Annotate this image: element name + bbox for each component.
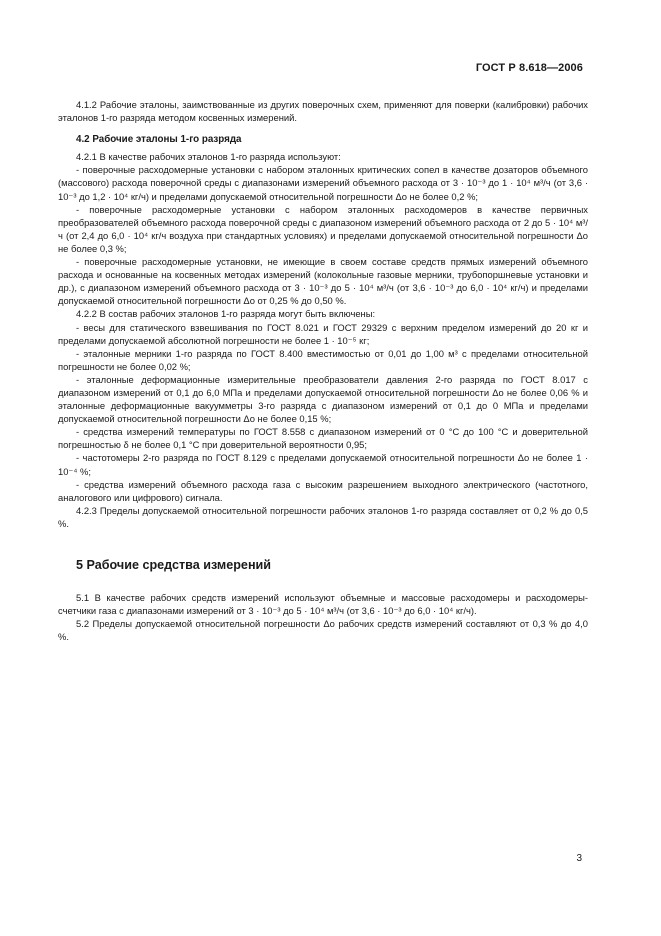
list-item: - весы для статического взвешивания по ГОСТ 8.021 и ГОСТ 29329 с верхним пределом измерений до 20 кг и пределами допускаемой абсолютной погрешности не более 1 · 10⁻⁵ кг;	[58, 321, 588, 346]
list-item: - поверочные расходомерные установки с набором эталонных критических сопел в качестве дозаторов объемного (массового) расхода поверочной среды с диапазонами измерений объемного расхода от 3 · 10⁻³ до 1 · 10⁴ м³/ч (от 3,6 · 10⁻³ до 1,2 · 10⁴ кг/ч) и пределами допускаемой относительной погрешности Δо не более 0,2 %;	[58, 164, 588, 202]
paragraph: 4.2.2 В состав рабочих эталонов 1-го разряда могут быть включены:	[76, 308, 376, 320]
document-body	[58, 98, 588, 643]
list-item: - частотомеры 2-го разряда по ГОСТ 8.129 с пределами допускаемой относительной погрешности Δо не более 1 · 10⁻⁴ %;	[58, 452, 588, 477]
page-number: 3	[576, 853, 582, 864]
list-item: - поверочные расходомерные установки, не имеющие в своем составе средств прямых измерений объемного расхода и основанные на косвенных методах измерений (колокольные газовые мерники, трубопоршневые установки и др.), с диапазоном измерений объемного расхода от 3 · 10⁻³ до 5 · 10⁴ м³/ч (от 3,6 · 10⁻³ до 6,0 · 10⁴ кг/ч) и пределами допускаемой относительной погрешности Δо от 0,25 % до 0,50 %.	[58, 256, 588, 307]
paragraph: 5.2 Пределы допускаемой относительной погрешности Δо рабочих средств измерений составляют от 0,3 % до 4,0 %.	[58, 618, 588, 643]
list-item: - средства измерений объемного расхода газа с высоким разрешением выходного электрического (частотного, аналогового или цифрового) сигнала.	[58, 478, 588, 503]
list-item: - средства измерений температуры по ГОСТ 8.558 с диапазоном измерений от 0 °С до 100 °С и доверительной погрешностью δ не более 0,1 °С при доверительной вероятности 0,95;	[58, 426, 588, 451]
list-item: - эталонные деформационные измерительные преобразователи давления 2-го разряда по ГОСТ 8.017 с диапазоном измерений от 0,1 до 6,0 МПа и пределами допускаемой относительной погрешности Δо не более 0,06 % и эталонные деформационные вакуумметры 3-го разряда с диапазоном измерений от 0,1 до 0 МПа и пределами допускаемой относительной погрешности Δо не более 0,15 %;	[58, 373, 588, 425]
section-5-heading: 5 Рабочие средства измерений	[76, 558, 272, 572]
paragraph-4-1-2: 4.1.2 Рабочие эталоны, заимствованные из других поверочных схем, применяют для поверки (калибровки) рабочих эталонов 1-го разряда методом косвенных измерений.	[58, 99, 588, 124]
paragraph: 4.2.1 В качестве рабочих эталонов 1-го разряда используют:	[76, 151, 341, 163]
paragraph: 5.1 В качестве рабочих средств измерений используют объемные и массовые расходомеры и расходомеры-счетчики газа с диапазонами измерений от 3 · 10⁻³ до 5 · 10⁴ м³/ч (от 3,6 · 10⁻³ до 6,0 · 10⁴ кг/ч).	[58, 592, 588, 617]
section-4-2-heading: 4.2 Рабочие эталоны 1-го разряда	[76, 134, 242, 146]
list-item: - поверочные расходомерные установки с набором эталонных расходомеров в качестве первичных преобразователей объемного расхода поверочной среды с диапазоном измерений объемного расхода от 2 до 5 · 10⁴ м³/ч (от 2,4 до 6,0 · 10⁴ кг/ч воздуха при стандартных условиях) и пределами допускаемой относительной погрешности Δо не более 0,3 %;	[58, 203, 588, 254]
paragraph: 4.2.3 Пределы допускаемой относительной погрешности рабочих эталонов 1-го разряда составляет от 0,2 % до 0,5 %.	[58, 504, 588, 529]
list-item: - эталонные мерники 1-го разряда по ГОСТ 8.400 вместимостью от 0,01 до 1,00 м³ с пределами относительной погрешности не более 0,02 %;	[58, 347, 588, 372]
document-header: ГОСТ Р 8.618—2006	[475, 62, 583, 74]
